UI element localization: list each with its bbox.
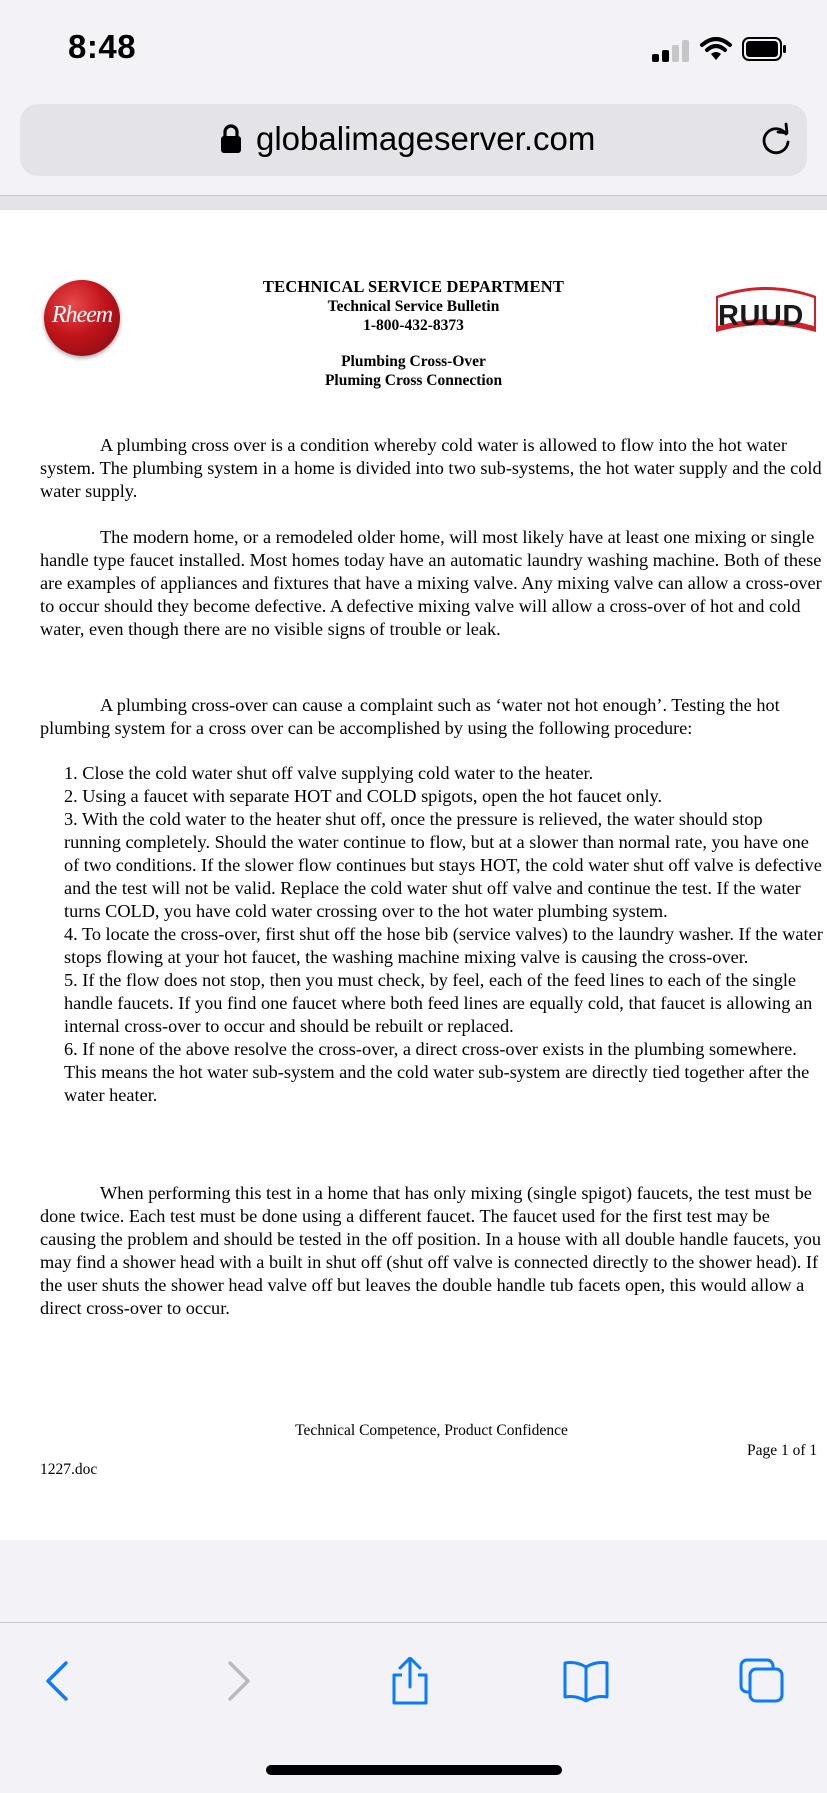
ruud-logo: RUUD	[712, 280, 820, 340]
home-indicator	[266, 1765, 562, 1775]
procedure-step: 4. To locate the cross-over, first shut off the hose bib (service valves) to the laundry washer. If the water stops flowing at your hot faucet, the washing machine mixing valve is causing the cross-over.	[64, 924, 823, 967]
procedure-step: 2. Using a faucet with separate HOT and COLD spigots, open the hot faucet only.	[64, 786, 663, 806]
procedure-step: 6. If none of the above resolve the cross-over, a direct cross-over exists in the plumbing somewhere. This means the hot water sub-system and the cold water sub-system are directly tied together after the water heater.	[64, 1039, 810, 1105]
procedure-step: 1. Close the cold water shut off valve supplying cold water to the heater.	[64, 763, 594, 783]
bookmarks-icon[interactable]	[562, 1657, 610, 1705]
cellular-signal-icon	[652, 40, 690, 62]
paragraph-intro: A plumbing cross over is a condition whereby cold water is allowed to flow into the hot water system. The plumbing system in a home is divided into two sub-systems, the hot water supply and the cold water supply.	[40, 435, 822, 501]
header-phone: 1-800-432-8373	[363, 317, 464, 334]
footer-tagline: Technical Competence, Product Confidence	[295, 1422, 568, 1439]
share-icon[interactable]	[386, 1657, 434, 1705]
paragraph-modern-home: The modern home, or a remodeled older home, will most likely have at least one mixing or single handle type faucet installed. Most homes today have an automatic laundry washing machine. Both of these are examples of appliances and fixtures that have a mixing valve. Any mixing valve can allow a cross-over to occur should they become defective. A defective mixing valve will allow a cross-over of hot and cold water, even though there are no visible signs of trouble or leak.	[40, 527, 822, 639]
paragraph-complaint: A plumbing cross-over can cause a complaint such as ‘water not hot enough’. Testing the hot plumbing system for a cross over can be accomplished by using the following procedure:	[40, 695, 780, 738]
wifi-icon	[700, 36, 732, 62]
page-number: Page 1 of 1	[747, 1442, 818, 1459]
status-bar	[0, 0, 827, 100]
rheem-logo: Rheem	[44, 280, 120, 356]
procedure-step: 3. With the cold water to the heater shut off, once the pressure is relieved, the water should stop running completely. Should the water continue to flow, but at a slower than normal rate, you have one of two conditions. If the slower flow continues but stays HOT, the cold water shut off valve is defective and the test will not be valid. Replace the cold water shut off valve and continue the test. If the water turns COLD, you have cold water crossing over to the hot water plumbing system.	[64, 809, 822, 921]
forward-icon[interactable]	[212, 1657, 260, 1705]
document-filename: 1227.doc	[40, 1461, 98, 1478]
status-time: 8:48	[68, 28, 137, 65]
address-bar[interactable]	[20, 104, 807, 176]
back-icon[interactable]	[36, 1657, 84, 1705]
toolbar-separator	[0, 195, 827, 211]
url-text[interactable]: globalimageserver.com	[256, 120, 596, 157]
bulletin-subtitle: Pluming Cross Connection	[324, 372, 503, 389]
procedure-step: 5. If the flow does not stop, then you must check, by feel, each of the feed lines to each of the single handle faucets. If you find one faucet where both feed lines are equally cold, that faucet is allowing an internal cross-over to occur and should be rebuilt or replaced.	[64, 970, 813, 1036]
battery-icon	[742, 37, 786, 61]
reload-icon[interactable]	[758, 122, 794, 158]
procedure-steps	[64, 762, 824, 1107]
document-page	[0, 210, 827, 1540]
tabs-icon[interactable]	[738, 1657, 786, 1705]
bottom-toolbar	[0, 1622, 827, 1793]
header-department: TECHNICAL SERVICE DEPARTMENT	[262, 277, 565, 296]
bulletin-title: Plumbing Cross-Over	[341, 353, 486, 370]
paragraph-closing: When performing this test in a home that has only mixing (single spigot) faucets, the test must be done twice. Each test must be done using a different faucet. The faucet used for the first test may be causing the problem and should be tested in the off position. In a house with all double handle faucets, you may find a shower head with a built in shut off (shut off valve is connected directly to the shower head). If the user shuts the shower head valve off but leaves the double handle tub facets open, this would allow a direct cross-over to occur.	[40, 1183, 822, 1318]
header-bulletin: Technical Service Bulletin	[327, 298, 500, 315]
lock-icon	[220, 124, 242, 154]
